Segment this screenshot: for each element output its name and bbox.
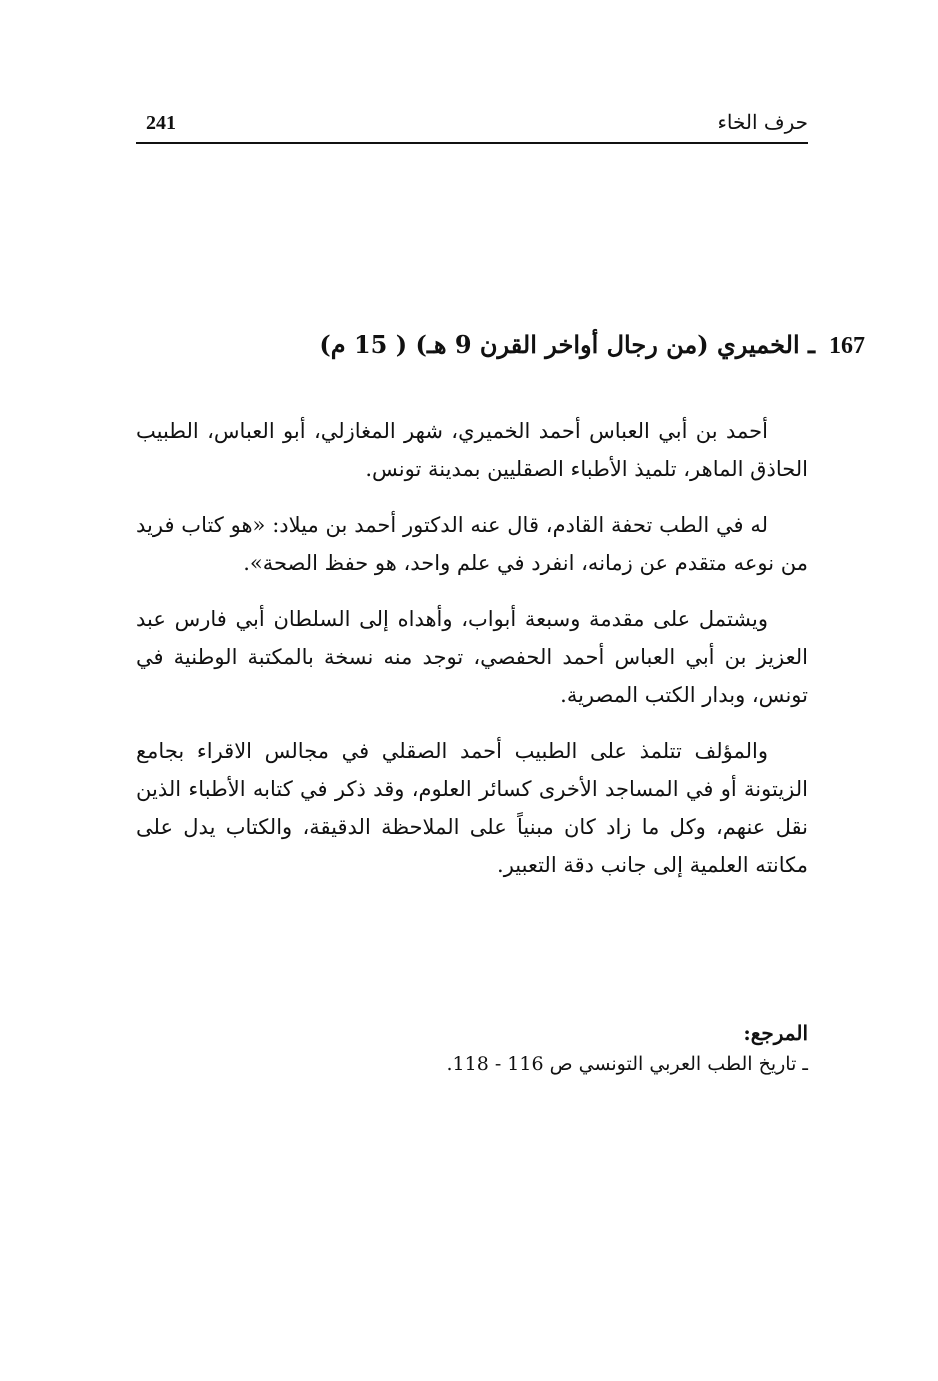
paragraph-1: أحمد بن أبي العباس أحمد الخميري، شهر المغازلي، أبو العباس، الطبيب الحاذق الماهر، تلميذ الأطباء الصقليين بمدينة تونس. — [136, 419, 808, 481]
paragraph-4: والمؤلف تتلمذ على الطبيب أحمد الصقلي في مجالس الاقراء بجامع الزيتونة أو في المساجد الأخرى كسائر العلوم، وقد ذكر في كتابه الأطباء الذين نقل عنهم، وكل ما زاد كان مبنياً على الملاحظة الدقيقة، والكتاب يدل على مكانته العلمية إلى جانب دقة التعبير. — [136, 739, 808, 877]
references-heading: المرجع: — [743, 1021, 808, 1045]
paragraph-2: له في الطب تحفة القادم، قال عنه الدكتور أحمد بن ميلاد: «هو كتاب فريد من نوعه متقدم عن زمانه، انفرد في علم واحد، هو حفظ الصحة». — [136, 513, 808, 575]
entry-title — [270, 330, 865, 370]
entry-number: 167 — [829, 333, 865, 359]
header-rule — [136, 142, 808, 144]
page-header — [136, 108, 808, 138]
entry-title-text: ـ الخميري (من رجال أواخر القرن 9 هـ) ( 15 م) — [319, 330, 815, 359]
reference-item: ـ تاريخ الطب العربي التونسي ص 116 - 118. — [446, 1053, 808, 1075]
references-section — [136, 1018, 808, 1080]
running-head: حرف الخاء — [717, 110, 808, 134]
page-number: 241 — [146, 112, 176, 134]
entry-body — [136, 412, 808, 902]
paragraph-3: ويشتمل على مقدمة وسبعة أبواب، وأهداه إلى السلطان أبي فارس عبد العزيز بن أبي العباس أحمد الحفصي، توجد منه نسخة بالمكتبة الوطنية في تونس، وبدار الكتب المصرية. — [136, 607, 808, 707]
